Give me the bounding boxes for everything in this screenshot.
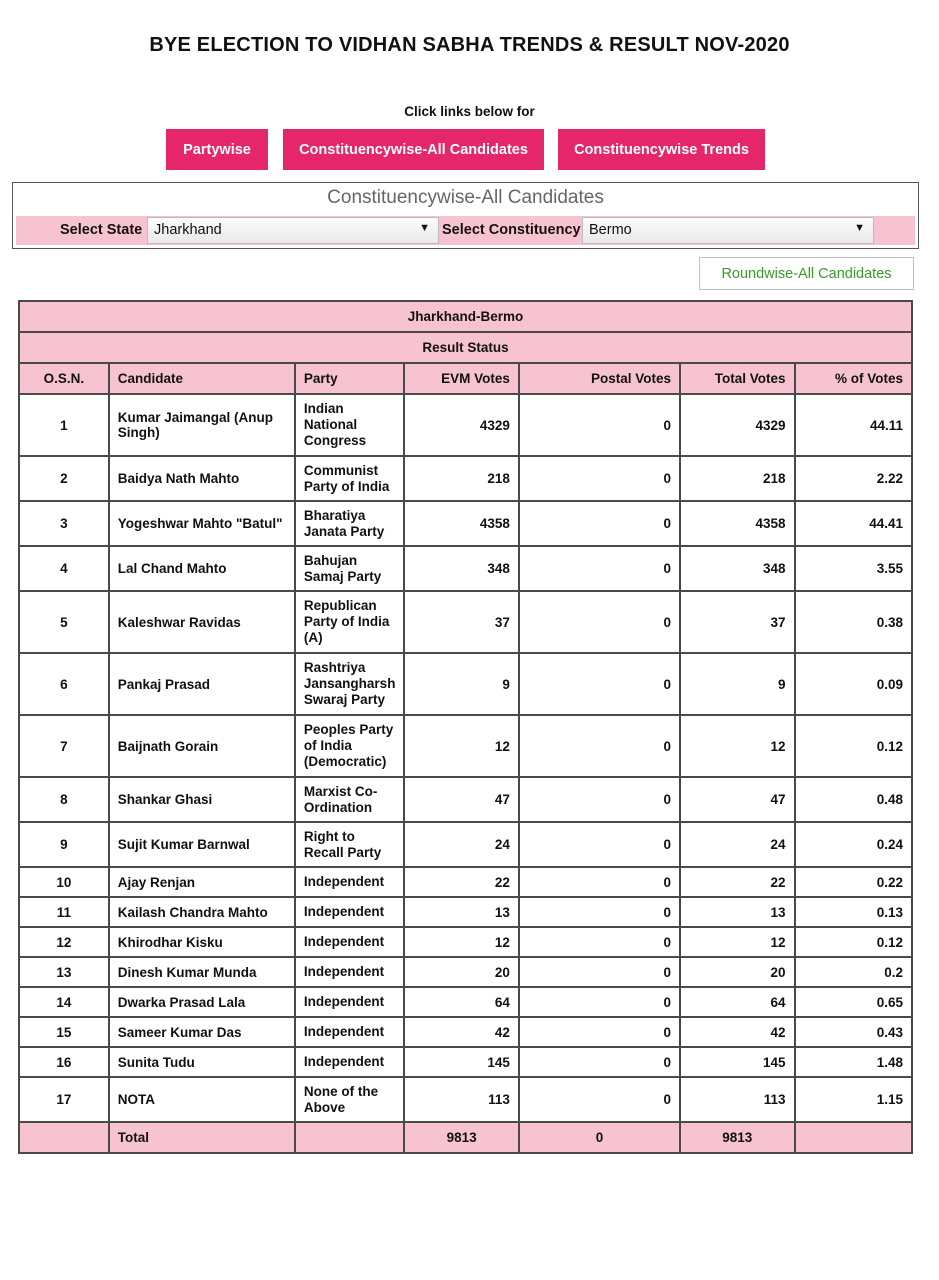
cell-osn: 6 [19,653,109,715]
cell-party: Marxist Co-Ordination [295,777,405,822]
table-row [19,1047,912,1077]
cell-postal-votes: 0 [519,653,680,715]
cell-percent-votes: 0.48 [795,777,912,822]
cell-total-votes: 42 [680,1017,794,1047]
cell-evm-votes: 24 [404,822,518,867]
cell-party: Right to Recall Party [295,822,405,867]
cell-candidate: Pankaj Prasad [109,653,295,715]
cell-postal-votes: 0 [519,501,680,546]
cell-evm-votes: 12 [404,715,518,777]
state-select[interactable] [147,217,439,244]
header-evm-votes: EVM Votes [404,363,518,394]
cell-candidate: Kumar Jaimangal (Anup Singh) [109,394,295,456]
cell-candidate: Sunita Tudu [109,1047,295,1077]
cell-percent-votes: 0.43 [795,1017,912,1047]
cell-postal-votes: 0 [519,987,680,1017]
cell-evm-votes: 20 [404,957,518,987]
cell-party: Bharatiya Janata Party [295,501,405,546]
cell-osn: 1 [19,394,109,456]
cell-percent-votes: 0.12 [795,927,912,957]
cell-percent-votes: 0.22 [795,867,912,897]
cell-osn: 3 [19,501,109,546]
table-row [19,715,912,777]
cell-postal-votes: 0 [519,897,680,927]
cell-party: Independent [295,1047,405,1077]
cell-postal-votes: 0 [519,927,680,957]
cell-candidate: Kaleshwar Ravidas [109,591,295,653]
cell-percent-votes: 0.38 [795,591,912,653]
cell-total-votes: 113 [680,1077,794,1122]
table-row [19,546,912,591]
cell-party: Communist Party of India [295,456,405,501]
cell-total-votes: 9 [680,653,794,715]
header-postal-votes: Postal Votes [519,363,680,394]
cell-party: Independent [295,987,405,1017]
cell-percent-votes: 1.48 [795,1047,912,1077]
table-row [19,957,912,987]
chevron-down-icon: ▼ [854,222,865,234]
cell-candidate: Lal Chand Mahto [109,546,295,591]
total-postal: 0 [519,1122,680,1153]
cell-osn: 13 [19,957,109,987]
table-title-row [19,301,912,332]
cell-postal-votes: 0 [519,867,680,897]
cell-party: Peoples Party of India (Democratic) [295,715,405,777]
cell-candidate: Sujit Kumar Barnwal [109,822,295,867]
total-empty-pct [795,1122,912,1153]
table-row [19,591,912,653]
cell-party: Independent [295,897,405,927]
total-evm: 9813 [404,1122,518,1153]
panel-heading: Constituencywise-All Candidates [327,187,604,208]
cell-total-votes: 37 [680,591,794,653]
table-row [19,653,912,715]
cell-party: Republican Party of India (A) [295,591,405,653]
cell-total-votes: 145 [680,1047,794,1077]
cell-total-votes: 4329 [680,394,794,456]
cell-evm-votes: 4329 [404,394,518,456]
links-caption: Click links below for [404,104,535,119]
table-row [19,822,912,867]
cell-party: None of the Above [295,1077,405,1122]
cell-osn: 5 [19,591,109,653]
state-select-value: Jharkhand [154,222,222,238]
constituency-label: Select Constituency [442,222,581,238]
cell-osn: 17 [19,1077,109,1122]
results-body [19,394,912,1122]
cell-evm-votes: 348 [404,546,518,591]
table-row [19,1077,912,1122]
cell-total-votes: 47 [680,777,794,822]
total-empty-party [295,1122,405,1153]
cell-osn: 9 [19,822,109,867]
cell-osn: 12 [19,927,109,957]
partywise-button[interactable]: Partywise [166,129,268,170]
result-status: Result Status [19,332,912,363]
cell-percent-votes: 44.11 [795,394,912,456]
cell-postal-votes: 0 [519,715,680,777]
cell-postal-votes: 0 [519,1077,680,1122]
table-row [19,897,912,927]
table-row [19,456,912,501]
cell-osn: 8 [19,777,109,822]
cell-percent-votes: 1.15 [795,1077,912,1122]
cell-total-votes: 22 [680,867,794,897]
cell-total-votes: 24 [680,822,794,867]
constituency-select[interactable] [582,217,874,244]
table-row [19,394,912,456]
cell-percent-votes: 0.65 [795,987,912,1017]
cell-postal-votes: 0 [519,591,680,653]
cell-percent-votes: 3.55 [795,546,912,591]
cell-candidate: Yogeshwar Mahto "Batul" [109,501,295,546]
cell-osn: 11 [19,897,109,927]
header-candidate: Candidate [109,363,295,394]
select-bar [16,216,915,245]
results-table [18,300,913,1154]
cell-total-votes: 218 [680,456,794,501]
cell-evm-votes: 64 [404,987,518,1017]
cell-candidate: NOTA [109,1077,295,1122]
header-total-votes: Total Votes [680,363,794,394]
cell-total-votes: 20 [680,957,794,987]
total-empty-osn [19,1122,109,1153]
cell-evm-votes: 13 [404,897,518,927]
cell-party: Independent [295,927,405,957]
cell-candidate: Baijnath Gorain [109,715,295,777]
cell-postal-votes: 0 [519,822,680,867]
cell-candidate: Khirodhar Kisku [109,927,295,957]
cell-candidate: Ajay Renjan [109,867,295,897]
cell-osn: 7 [19,715,109,777]
total-row [19,1122,912,1153]
cell-total-votes: 4358 [680,501,794,546]
result-status-row [19,332,912,363]
cell-total-votes: 64 [680,987,794,1017]
cell-evm-votes: 37 [404,591,518,653]
table-row [19,1017,912,1047]
cell-evm-votes: 113 [404,1077,518,1122]
cell-osn: 14 [19,987,109,1017]
header-percent-votes: % of Votes [795,363,912,394]
cell-candidate: Shankar Ghasi [109,777,295,822]
cell-party: Independent [295,957,405,987]
header-party: Party [295,363,405,394]
cell-party: Indian National Congress [295,394,405,456]
total-votes: 9813 [680,1122,794,1153]
page-title: BYE ELECTION TO VIDHAN SABHA TRENDS & RESULT NOV-2020 [149,34,790,56]
cell-percent-votes: 0.13 [795,897,912,927]
constituencywise-all-candidates-button[interactable]: Constituencywise-All Candidates [283,129,544,170]
cell-candidate: Dwarka Prasad Lala [109,987,295,1017]
table-row [19,501,912,546]
cell-postal-votes: 0 [519,957,680,987]
constituency-select-value: Bermo [589,222,632,238]
cell-osn: 2 [19,456,109,501]
table-row [19,987,912,1017]
cell-candidate: Dinesh Kumar Munda [109,957,295,987]
total-label: Total [109,1122,295,1153]
cell-osn: 10 [19,867,109,897]
cell-evm-votes: 9 [404,653,518,715]
cell-party: Rashtriya Jansangharsh Swaraj Party [295,653,405,715]
cell-candidate: Sameer Kumar Das [109,1017,295,1047]
cell-total-votes: 348 [680,546,794,591]
cell-percent-votes: 44.41 [795,501,912,546]
cell-percent-votes: 0.09 [795,653,912,715]
header-osn: O.S.N. [19,363,109,394]
cell-evm-votes: 22 [404,867,518,897]
cell-percent-votes: 0.2 [795,957,912,987]
cell-postal-votes: 0 [519,456,680,501]
cell-evm-votes: 4358 [404,501,518,546]
cell-percent-votes: 2.22 [795,456,912,501]
cell-percent-votes: 0.12 [795,715,912,777]
cell-postal-votes: 0 [519,777,680,822]
table-row [19,777,912,822]
constituencywise-trends-button[interactable]: Constituencywise Trends [558,129,765,170]
cell-total-votes: 13 [680,897,794,927]
cell-postal-votes: 0 [519,546,680,591]
cell-postal-votes: 0 [519,1047,680,1077]
cell-evm-votes: 47 [404,777,518,822]
cell-candidate: Kailash Chandra Mahto [109,897,295,927]
table-row [19,867,912,897]
roundwise-all-candidates-button[interactable]: Roundwise-All Candidates [699,257,914,290]
chevron-down-icon: ▼ [419,222,430,234]
cell-party: Bahujan Samaj Party [295,546,405,591]
cell-party: Independent [295,867,405,897]
cell-postal-votes: 0 [519,1017,680,1047]
table-title: Jharkhand-Bermo [19,301,912,332]
cell-osn: 16 [19,1047,109,1077]
constituency-selector-panel [12,182,919,249]
cell-osn: 4 [19,546,109,591]
table-header-row [19,363,912,394]
cell-candidate: Baidya Nath Mahto [109,456,295,501]
cell-total-votes: 12 [680,715,794,777]
table-row [19,927,912,957]
state-label: Select State [60,222,143,238]
cell-party: Independent [295,1017,405,1047]
cell-evm-votes: 12 [404,927,518,957]
cell-total-votes: 12 [680,927,794,957]
cell-evm-votes: 218 [404,456,518,501]
cell-evm-votes: 145 [404,1047,518,1077]
cell-postal-votes: 0 [519,394,680,456]
cell-evm-votes: 42 [404,1017,518,1047]
cell-osn: 15 [19,1017,109,1047]
cell-percent-votes: 0.24 [795,822,912,867]
